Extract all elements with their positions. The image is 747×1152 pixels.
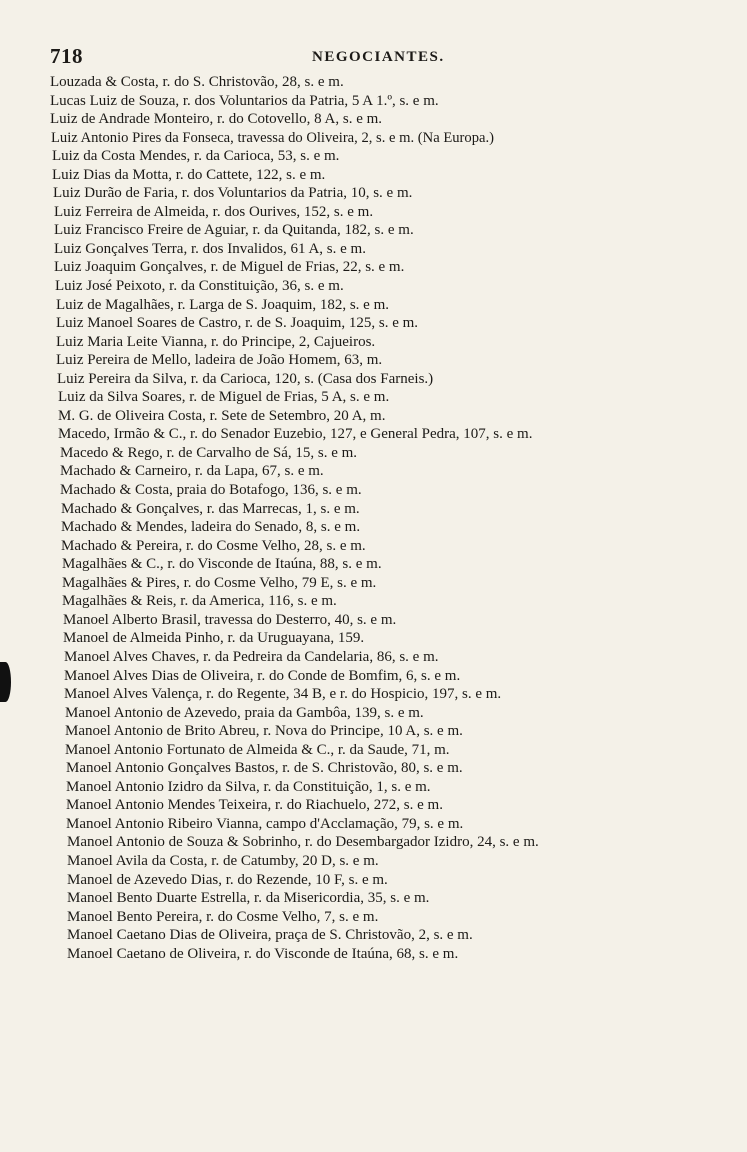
directory-entry: Manoel Alves Chaves, r. da Pedreira da Candelaria, 86, s. e m.: [64, 648, 439, 665]
directory-entry: Machado & Carneiro, r. da Lapa, 67, s. e m.: [60, 463, 324, 480]
directory-entry: Luiz Dias da Motta, r. do Cattete, 122, s. e m.: [52, 166, 326, 183]
directory-entry: Manoel Antonio Ribeiro Vianna, campo d'Acclamação, 79, s. e m.: [66, 815, 464, 832]
directory-entry: Luiz Maria Leite Vianna, r. do Principe, 2, Cajueiros.: [56, 333, 376, 350]
directory-entry: Luiz de Andrade Monteiro, r. do Cotovello, 8 A, s. e m.: [50, 111, 383, 128]
directory-entry: Machado & Pereira, r. do Cosme Velho, 28, s. e m.: [61, 537, 366, 554]
directory-entry: Machado & Mendes, ladeira do Senado, 8, s. e m.: [61, 519, 361, 536]
directory-entry: Machado & Gonçalves, r. das Marrecas, 1, s. e m.: [61, 500, 360, 517]
directory-entry: Magalhães & Pires, r. do Cosme Velho, 79 E, s. e m.: [62, 574, 377, 591]
directory-entry: M. G. de Oliveira Costa, r. Sete de Setembro, 20 A, m.: [58, 407, 386, 424]
directory-entry: Luiz Durão de Faria, r. dos Voluntarios da Patria, 10, s. e m.: [53, 185, 413, 202]
directory-entry: Manoel Antonio Gonçalves Bastos, r. de S. Christovão, 80, s. e m.: [66, 760, 463, 777]
directory-entry: Magalhães & Reis, r. da America, 116, s. e m.: [62, 593, 337, 610]
directory-entry: Luiz da Silva Soares, r. de Miguel de Frias, 5 A, s. e m.: [58, 389, 390, 406]
directory-entry: Luiz Pereira da Silva, r. da Carioca, 120, s. (Casa dos Farneis.): [57, 370, 434, 387]
directory-entry: Machado & Costa, praia do Botafogo, 136, s. e m.: [60, 482, 362, 499]
page-header: [50, 40, 690, 74]
ink-blot: [0, 662, 11, 702]
directory-entry: Luiz Manoel Soares de Castro, r. de S. Joaquim, 125, s. e m.: [56, 315, 419, 332]
page-number: 718: [50, 44, 83, 68]
directory-entry-list: [50, 73, 710, 963]
directory-entry: Lucas Luiz de Souza, r. dos Voluntarios da Patria, 5 A 1.º, s. e m.: [50, 92, 439, 109]
directory-entry: Manoel Antonio de Azevedo, praia da Gambôa, 139, s. e m.: [65, 704, 424, 721]
directory-entry: Manoel Bento Duarte Estrella, r. da Misericordia, 35, s. e m.: [67, 890, 430, 907]
directory-entry: Luiz José Peixoto, r. da Constituição, 36, s. e m.: [55, 278, 344, 295]
running-head: NEGOCIANTES.: [312, 49, 445, 65]
directory-entry: Manoel Antonio Fortunato de Almeida & C., r. da Saude, 71, m.: [65, 741, 450, 758]
directory-entry: Manoel Antonio de Brito Abreu, r. Nova do Principe, 10 A, s. e m.: [65, 723, 463, 740]
directory-entry: Manoel Alves Dias de Oliveira, r. do Conde de Bomfim, 6, s. e m.: [64, 667, 461, 684]
directory-entry: Manoel Alberto Brasil, travessa do Desterro, 40, s. e m.: [63, 611, 397, 628]
directory-entry: Manoel Alves Valença, r. do Regente, 34 B, e r. do Hospicio, 197, s. e m.: [64, 686, 502, 703]
directory-entry: Manoel Antonio Mendes Teixeira, r. do Riachuelo, 272, s. e m.: [66, 797, 443, 814]
directory-entry: Magalhães & C., r. do Visconde de Itaúna, 88, s. e m.: [62, 556, 382, 573]
directory-entry: Luiz Ferreira de Almeida, r. dos Ourives, 152, s. e m.: [54, 203, 374, 220]
directory-entry: Luiz Gonçalves Terra, r. dos Invalidos, 61 A, s. e m.: [54, 240, 366, 257]
directory-entry: Louzada & Costa, r. do S. Christovão, 28, s. e m.: [50, 74, 344, 90]
directory-entry: Manoel Caetano Dias de Oliveira, praça de S. Christovão, 2, s. e m.: [67, 927, 473, 944]
directory-entry: Luiz Pereira de Mello, ladeira de João Homem, 63, m.: [56, 352, 383, 369]
directory-entry: Manoel Avila da Costa, r. de Catumby, 20 D, s. e m.: [67, 852, 379, 869]
directory-entry: Luiz da Costa Mendes, r. da Carioca, 53, s. e m.: [52, 148, 340, 165]
directory-entry: Manoel Bento Pereira, r. do Cosme Velho, 7, s. e m.: [67, 908, 379, 925]
directory-entry: Luiz Joaquim Gonçalves, r. de Miguel de Frias, 22, s. e m.: [54, 259, 405, 276]
directory-entry: Luiz Francisco Freire de Aguiar, r. da Quitanda, 182, s. e m.: [54, 222, 414, 239]
directory-entry: Macedo, Irmão & C., r. do Senador Euzebio, 127, e General Pedra, 107, s. e m.: [58, 426, 533, 443]
directory-entry: Manoel Caetano de Oliveira, r. do Visconde de Itaúna, 68, s. e m.: [67, 945, 459, 962]
directory-entry: Manoel Antonio de Souza & Sobrinho, r. do Desembargador Izidro, 24, s. e m.: [67, 834, 539, 851]
directory-entry: Manoel Antonio Izidro da Silva, r. da Constituição, 1, s. e m.: [66, 778, 431, 795]
directory-entry: Manoel de Azevedo Dias, r. do Rezende, 10 F, s. e m.: [67, 871, 388, 888]
directory-entry: Luiz de Magalhães, r. Larga de S. Joaquim, 182, s. e m.: [56, 296, 389, 313]
directory-entry: Luiz Antonio Pires da Fonseca, travessa do Oliveira, 2, s. e m. (Na Europa.): [51, 129, 494, 146]
directory-entry: Macedo & Rego, r. de Carvalho de Sá, 15, s. e m.: [60, 444, 358, 461]
directory-entry: Manoel de Almeida Pinho, r. da Uruguayana, 159.: [63, 630, 365, 647]
